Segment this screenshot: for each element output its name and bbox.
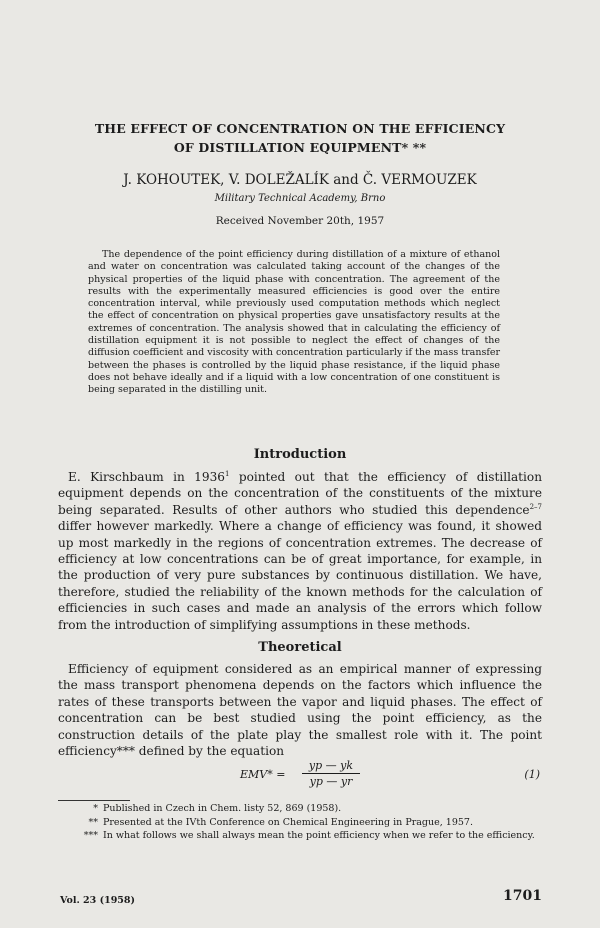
footnote-rule: [58, 800, 130, 801]
theoretical-heading: Theoretical: [258, 640, 342, 655]
footnote-text: Published in Czech in Chem. listy 52, 869 (1958).: [103, 803, 342, 814]
introduction-heading: Introduction: [253, 447, 347, 462]
theoretical-paragraph: Efficiency of equipment considered as an empirical manner of expressing the mass transport phenomena depends on the factors which influence the rates of these transports between the vapor and liquid phases. The effect of concentration can be best studied using the point efficiency, as the construction details of the plate play the smallest role with it. The point efficiency*** defined by the equation: [58, 662, 542, 759]
intro-ref-1: 1: [224, 469, 230, 478]
volume-label: Vol. 23 (1958): [60, 895, 136, 906]
authors: J. KOHOUTEK, V. DOLEŽALÍK and Č. VERMOUZEK: [123, 172, 477, 188]
equation-lhs: EMV* =: [240, 768, 286, 781]
page-number: 1701: [503, 888, 542, 904]
footnote: [58, 816, 542, 830]
title-line-1: THE EFFECT OF CONCENTRATION ON THE EFFICIENCY: [94, 121, 506, 136]
footnotes: [58, 802, 542, 843]
intro-text-1: E. Kirschbaum in 1936: [68, 470, 225, 484]
footnote: [58, 829, 542, 843]
intro-text-2: pointed out that the efficiency of distillation equipment depends on the concentration of the constituents of the mixture being separated. Results of other authors who studied this dependence: [58, 470, 542, 517]
intro-ref-2: 2–7: [529, 502, 542, 511]
footnote: [58, 802, 542, 816]
footnote-mark: ***: [83, 830, 98, 841]
equation-numerator: yp — yk: [302, 759, 360, 774]
abstract: The dependence of the point efficiency during distillation of a mixture of ethanol and water on concentration was calculated taking account of the changes of the physical properties of the liquid phase with concentration. The agreement of the results with the experimentally measured efficiencies is good over the entire concentration interval, while previously used computation methods which neglect the effect of concentration on physical properties gave unsatisfactory results at the extremes of concentration. The analysis showed that in calculating the efficiency of distillation equipment it is not possible to neglect the effect of changes of the diffusion coefficient and viscosity with concentration particularly if the mass transfer between the phases is controlled by the liquid phase resistance, if the liquid phase does not behave ideally and if a liquid with a low concentration of one constituent is being separated in the distilling unit.: [88, 249, 500, 396]
received-date: Received November 20th, 1957: [215, 215, 385, 227]
equation-number: (1): [524, 768, 540, 781]
intro-text-3: differ however markedly. Where a change of efficiency was found, it showed up most markedly in the regions of concentration extremes. The decrease of efficiency at low concentrations can be of great importance, for example, in the production of very pure substances by continuous distillation. We have, therefore, studied the reliability of the known methods for the calculation of efficiencies in such cases and made an analysis of the errors which follow from the introduction of simplifying assumptions in these methods.: [58, 519, 542, 632]
title-line-2: OF DISTILLATION EQUIPMENT* **: [173, 140, 427, 155]
footnote-text: Presented at the IVth Conference on Chemical Engineering in Prague, 1957.: [103, 816, 473, 828]
article-title: [60, 119, 540, 157]
footnote-text: In what follows we shall always mean the point efficiency when we refer to the efficiency.: [103, 830, 535, 841]
equation-1: [240, 759, 540, 793]
equation-denominator: yp — yr: [309, 775, 353, 788]
affiliation: Military Technical Academy, Brno: [214, 193, 386, 204]
footnote-mark: **: [88, 816, 98, 828]
footnote-mark: *: [93, 803, 98, 814]
equation-fraction: [302, 759, 360, 788]
introduction-paragraph: [58, 469, 542, 633]
